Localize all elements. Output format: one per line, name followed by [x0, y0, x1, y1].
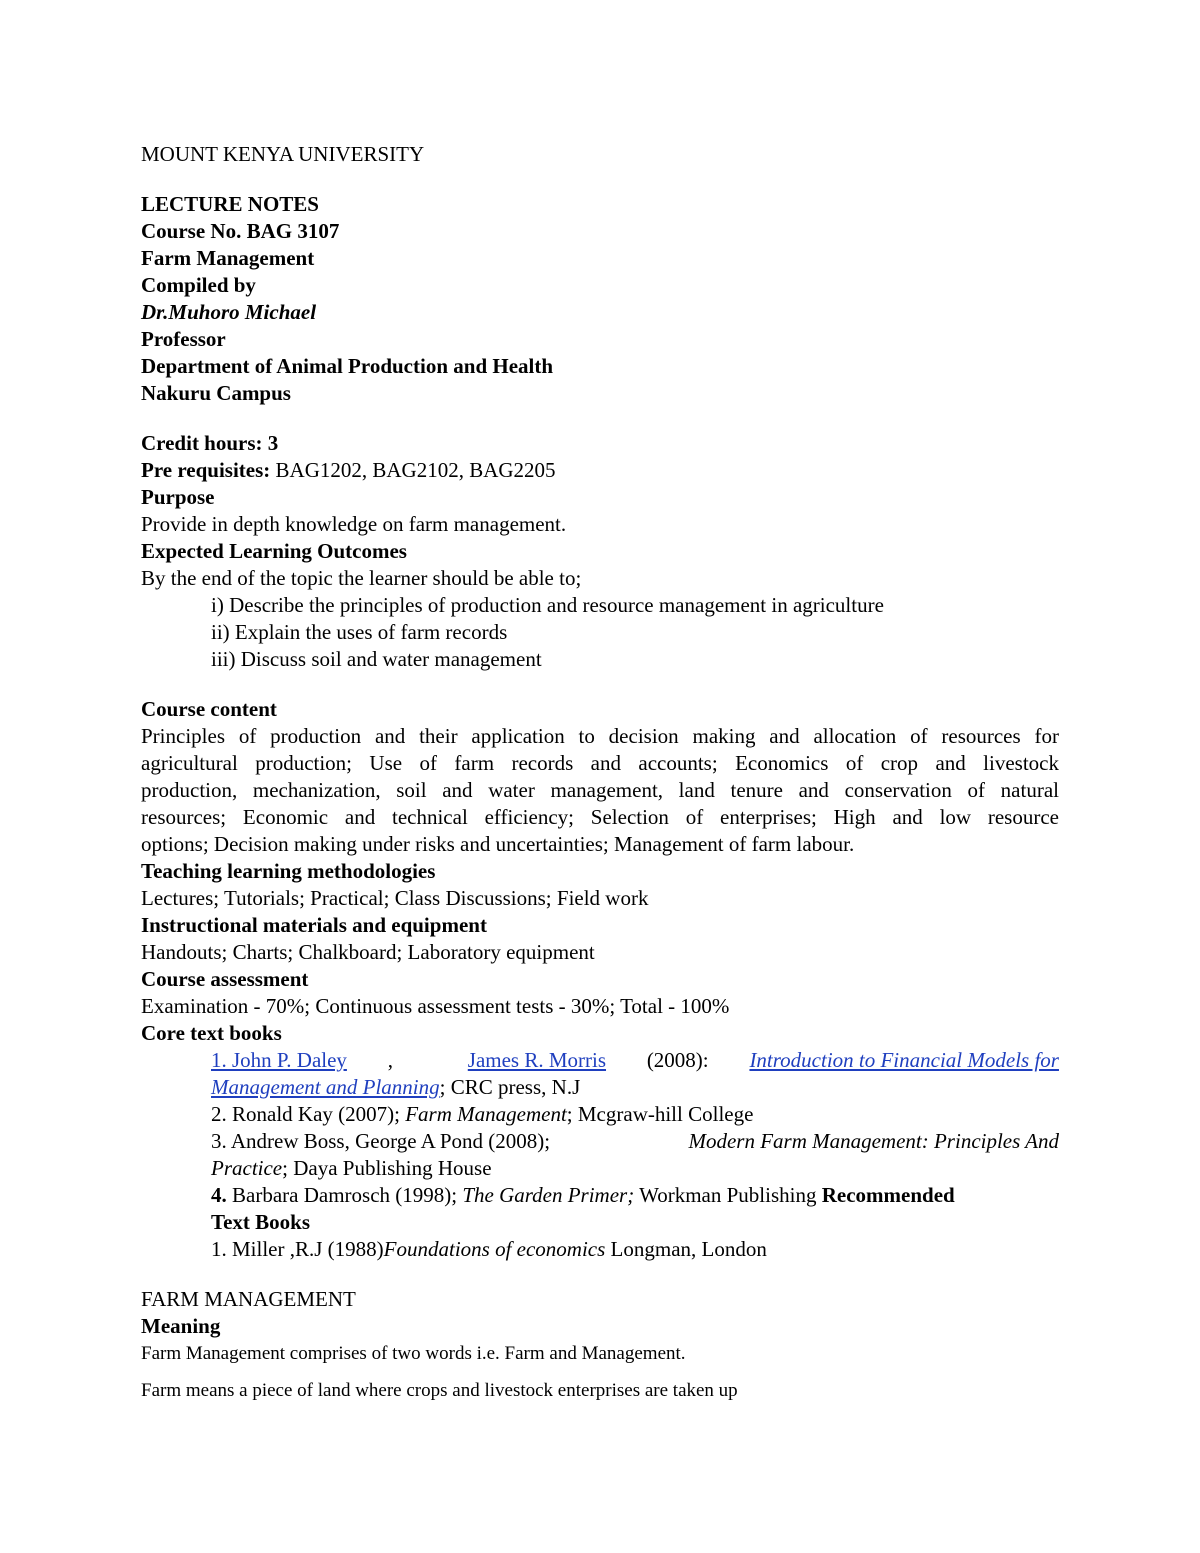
book-4	[141, 1182, 1059, 1209]
document-body	[141, 141, 1059, 1404]
meaning-text: Farm Management comprises of two words i.e. Farm and Management.	[141, 1343, 686, 1364]
prerequisites-label: Pre requisites:	[141, 458, 271, 482]
course-content-line: options; Decision making under risks and uncertainties; Management of farm labour.	[141, 832, 855, 856]
book-1-line-2	[141, 1074, 1059, 1101]
book-1-separator: ,	[387, 1048, 393, 1072]
course-name: Farm Management	[141, 246, 315, 270]
outcome-item: ii) Explain the uses of farm records	[211, 620, 508, 644]
book-3-line-1	[211, 1128, 1059, 1155]
book-4-number: 4.	[211, 1183, 227, 1207]
book-1-title-link-cont[interactable]: Management and Planning	[211, 1075, 440, 1099]
book-3-author: 3. Andrew Boss, George A Pond (2008);	[211, 1129, 551, 1153]
book-4-title: The Garden Primer;	[462, 1183, 635, 1207]
book-1-author-link[interactable]: 1. John P. Daley	[211, 1048, 347, 1072]
course-content-line: Principles of production and their application to decision making and allocation of resources for	[141, 724, 1059, 748]
book-3-title: Modern Farm Management: Principles And	[688, 1129, 1059, 1153]
book-1-year: (2008):	[646, 1048, 709, 1072]
farm-definition: Farm means a piece of land where crops and livestock enterprises are taken up	[141, 1380, 738, 1401]
book-4-publisher: Workman Publishing	[634, 1183, 822, 1207]
purpose-heading: Purpose	[141, 485, 215, 509]
materials-text: Handouts; Charts; Chalkboard; Laboratory equipment	[141, 940, 595, 964]
credit-hours: Credit hours: 3	[141, 431, 279, 455]
spacer	[141, 1367, 1059, 1377]
book-3-title-cont: Practice	[211, 1156, 283, 1180]
course-content-line: production, mechanization, soil and water management, land tenure and conservation of natural	[141, 778, 1059, 802]
book-1-publisher: ; CRC press, N.J	[439, 1075, 581, 1099]
course-number: Course No. BAG 3107	[141, 219, 340, 243]
purpose-text: Provide in depth knowledge on farm management.	[141, 512, 567, 536]
outcomes-heading: Expected Learning Outcomes	[141, 539, 407, 563]
core-books-heading: Core text books	[141, 1021, 282, 1045]
spacer	[141, 1263, 1059, 1286]
outcome-item: iii) Discuss soil and water management	[211, 647, 542, 671]
recommended-heading: Recommended	[821, 1183, 955, 1207]
assessment-heading: Course assessment	[141, 967, 309, 991]
department-name: Department of Animal Production and Health	[141, 354, 554, 378]
lecture-notes-label: LECTURE NOTES	[141, 192, 319, 216]
meaning-heading: Meaning	[141, 1314, 221, 1338]
spacer	[141, 168, 1059, 191]
materials-heading: Instructional materials and equipment	[141, 913, 487, 937]
methods-text: Lectures; Tutorials; Practical; Class Discussions; Field work	[141, 886, 649, 910]
farm-management-heading: FARM MANAGEMENT	[141, 1287, 356, 1311]
university-name: MOUNT KENYA UNIVERSITY	[141, 142, 425, 166]
compiled-by-label: Compiled by	[141, 273, 256, 297]
book-2-publisher: ; Mcgraw-hill College	[566, 1102, 754, 1126]
methods-heading: Teaching learning methodologies	[141, 859, 436, 883]
spacer	[141, 673, 1059, 696]
prerequisites-value: BAG1202, BAG2102, BAG2205	[270, 458, 556, 482]
book-3-publisher: ; Daya Publishing House	[282, 1156, 492, 1180]
book-1-author2-link[interactable]: James R. Morris	[467, 1048, 607, 1072]
recommended-heading-cont: Text Books	[211, 1210, 311, 1234]
book-1-title-link[interactable]: Introduction to Financial Models for	[749, 1048, 1059, 1072]
recommended-book-1	[141, 1236, 1059, 1263]
book-2-author: 2. Ronald Kay (2007);	[211, 1102, 406, 1126]
prerequisites	[141, 457, 1059, 484]
spacer	[141, 407, 1059, 430]
course-content-line: agricultural production; Use of farm records and accounts; Economics of crop and livestock	[141, 751, 1059, 775]
author-name: Dr.Muhoro Michael	[141, 300, 317, 324]
outcome-item: i) Describe the principles of production and resource management in agriculture	[211, 593, 884, 617]
campus-name: Nakuru Campus	[141, 381, 291, 405]
outcomes-intro: By the end of the topic the learner should be able to;	[141, 566, 582, 590]
recommended-book-1-author: 1. Miller ,R.J (1988)	[211, 1237, 384, 1261]
book-2	[141, 1101, 1059, 1128]
author-title: Professor	[141, 327, 226, 351]
book-2-title: Farm Management	[405, 1102, 567, 1126]
assessment-text: Examination - 70%; Continuous assessment tests - 30%; Total - 100%	[141, 994, 730, 1018]
course-content-heading: Course content	[141, 697, 277, 721]
book-1-line-1	[175, 1047, 1059, 1074]
recommended-book-1-title: Foundations of economics	[383, 1237, 606, 1261]
recommended-book-1-publisher: Longman, London	[605, 1237, 767, 1261]
course-content-line: resources; Economic and technical efficiency; Selection of enterprises; High and low resource	[141, 805, 1059, 829]
book-3-line-2	[141, 1155, 1059, 1182]
book-4-author: Barbara Damrosch (1998);	[226, 1183, 463, 1207]
